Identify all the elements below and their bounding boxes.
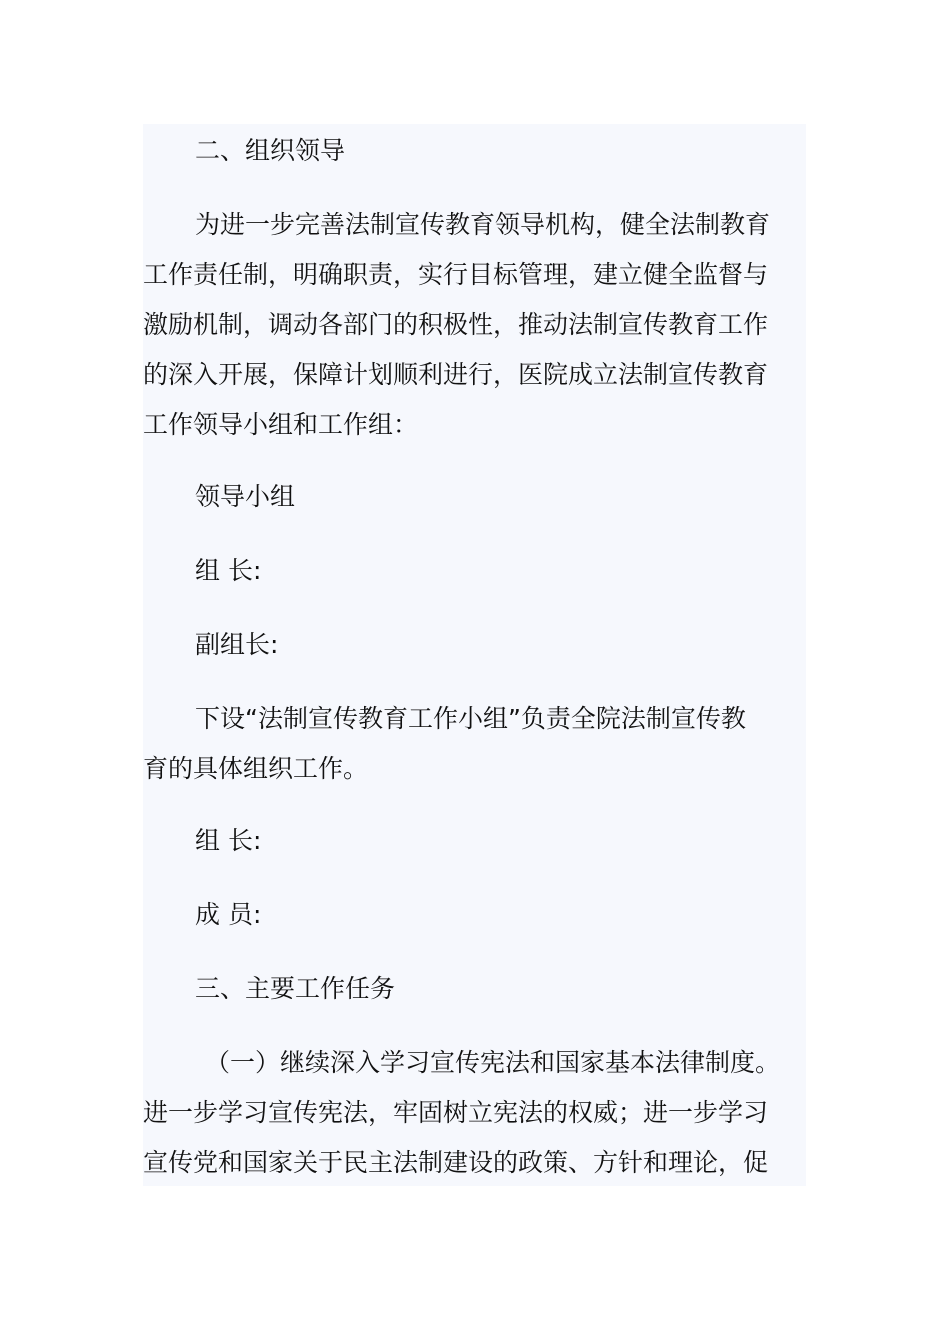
deputy-leader-label: 副组长: <box>195 630 279 659</box>
paragraph-line: 为进一步完善法制宣传教育领导机构，健全法制教育 <box>195 210 771 239</box>
paragraph-line: 下设“法制宣传教育工作小组”负责全院法制宣传教 <box>195 704 746 733</box>
paragraph-line: 宣传党和国家关于民主法制建设的政策、方针和理论，促 <box>143 1148 769 1177</box>
paragraph-line: 工作责任制，明确职责，实行目标管理，建立健全监督与 <box>143 260 769 289</box>
paragraph-task-1 <box>143 1038 783 1186</box>
paragraph-sub-group <box>143 694 783 794</box>
document-page <box>143 124 806 1186</box>
paragraph-line: 工作领导小组和工作组： <box>143 410 419 439</box>
paragraph-line: 激励机制，调动各部门的积极性，推动法制宣传教育工作 <box>143 310 769 339</box>
paragraph-line: 进一步学习宣传宪法，牢固树立宪法的权威；进一步学习 <box>143 1098 769 1127</box>
leading-group-title: 领导小组 <box>195 482 296 511</box>
section-heading-tasks: 三、主要工作任务 <box>195 974 396 1003</box>
paragraph-line: 的深入开展，保障计划顺利进行，医院成立法制宣传教育 <box>143 360 769 389</box>
paragraph-line: 育的具体组织工作。 <box>143 754 369 783</box>
leader-label: 组 长: <box>195 556 262 585</box>
paragraph-intro <box>143 200 783 450</box>
members-label: 成 员: <box>195 900 262 929</box>
paragraph-line: （一）继续深入学习宣传宪法和国家基本法律制度。 <box>205 1048 781 1077</box>
section-heading-organization: 二、组织领导 <box>195 136 346 165</box>
sub-group-leader-label: 组 长: <box>195 826 262 855</box>
